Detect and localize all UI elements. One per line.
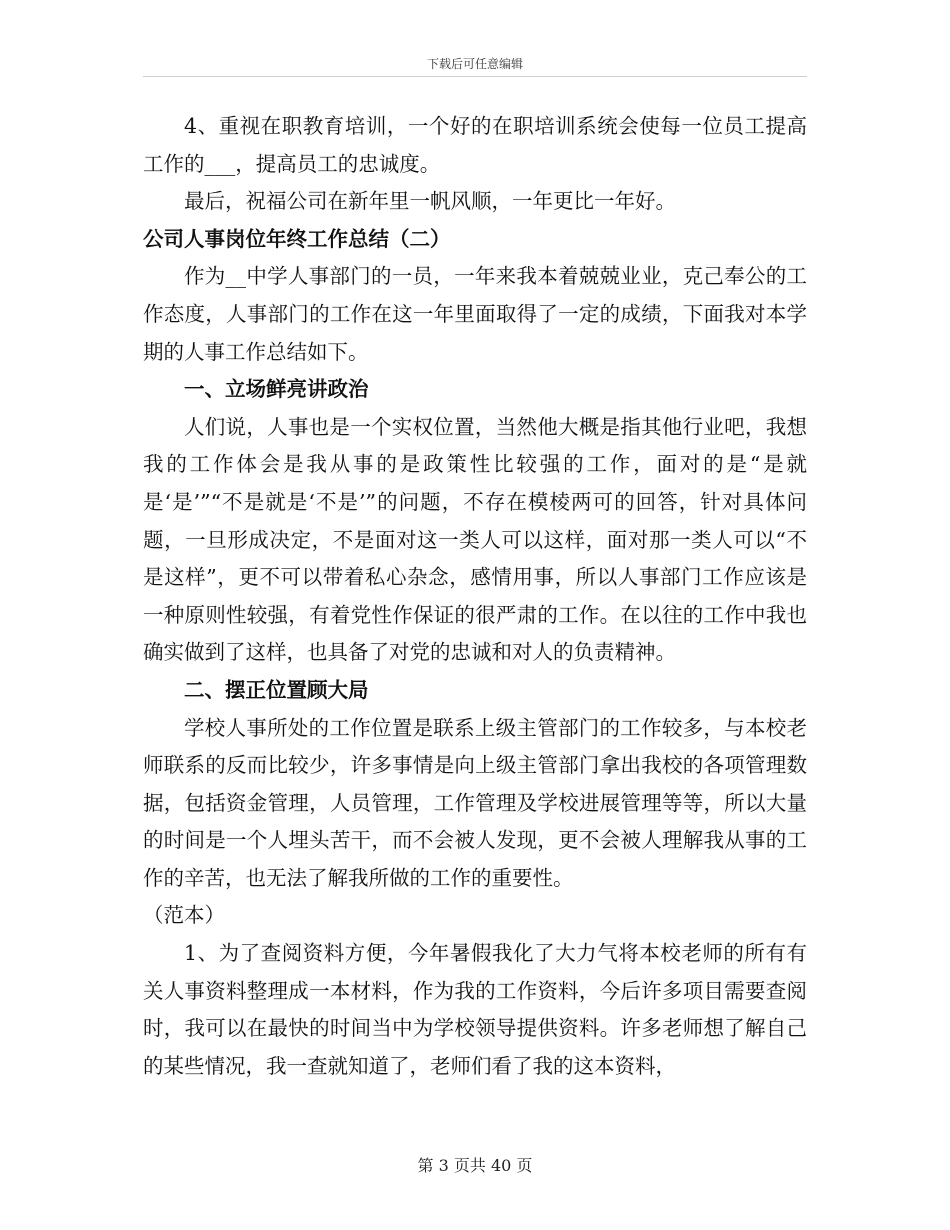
paragraph: 学校人事所处的工作位置是联系上级主管部门的工作较多，与本校老师联系的反而比较少，许多事情是向上级主管部门拿出我校的各项管理数据，包括资金管理，人员管理，工作管理及学校进展管理等等，所以大量的时间是一个人埋头苦干，而不会被人发现，更不会被人理解我从事的工作的辛苦，也无法了解我所做的工作的重要性。: [143, 715, 807, 890]
header-divider: [143, 76, 807, 77]
paragraph: 4、重视在职教育培训，一个好的在职培训系统会使每一位员工提高工作的___，提高员工的忠诚度。: [143, 114, 807, 176]
section-heading: 一、立场鲜亮讲政治: [184, 377, 369, 402]
section-title: 公司人事岗位年终工作总结（二）: [143, 226, 451, 251]
page-header: 下载后可任意编辑: [426, 57, 523, 71]
paragraph: 作为__中学人事部门的一员，一年来我本着兢兢业业，克己奉公的工作态度，人事部门的工作在这一年里面取得了一定的成绩，下面我对本学期的人事工作总结如下。: [143, 264, 807, 364]
paragraph: 最后，祝福公司在新年里一帆风顺，一年更比一年好。: [184, 189, 676, 214]
document-body: [143, 108, 807, 1085]
page-footer: 第 3 页共 40 页: [417, 1156, 533, 1175]
section-heading: 二、摆正位置顾大局: [184, 677, 369, 702]
paragraph-note: （范本）: [143, 903, 225, 928]
paragraph: 人们说，人事也是一个实权位置，当然他大概是指其他行业吧，我想我的工作体会是我从事的是政策性比较强的工作，面对的是“是就是‘是’”“不是就是‘不是’”的问题，不存在模棱两可的回答，针对具体问题，一旦形成决定，不是面对这一类人可以这样，面对那一类人可以“不是这样”，更不可以带着私心杂念，感情用事，所以人事部门工作应该是一种原则性较强，有着党性作保证的很严肃的工作。在以往的工作中我也确实做到了这样，也具备了对党的忠诚和对人的负责精神。: [143, 414, 807, 665]
paragraph: 1、为了查阅资料方便，今年暑假我化了大力气将本校老师的所有有关人事资料整理成一本材料，作为我的工作资料，今后许多项目需要查阅时，我可以在最快的时间当中为学校领导提供资料。许多老师想了解自己的某些情况，我一查就知道了，老师们看了我的这本资料，: [143, 941, 807, 1078]
